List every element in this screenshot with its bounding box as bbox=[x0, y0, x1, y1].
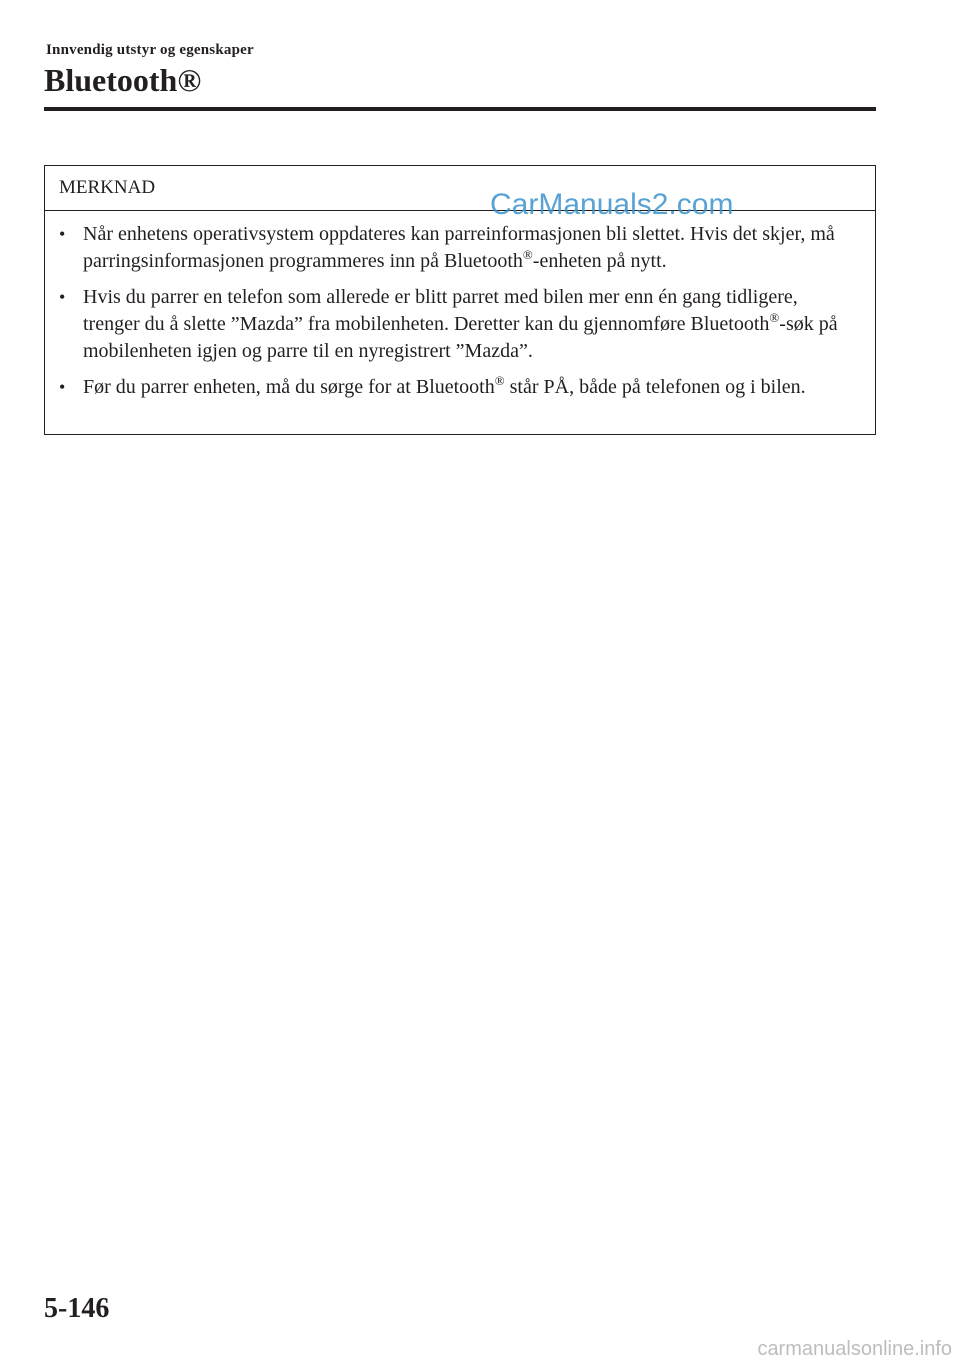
bullet-icon: • bbox=[59, 377, 66, 397]
note-text-continued: -enheten på nytt. bbox=[532, 250, 667, 272]
page-title: Bluetooth® bbox=[44, 62, 202, 98]
bullet-icon: • bbox=[59, 224, 66, 244]
registered-mark: ® bbox=[522, 247, 533, 262]
note-box bbox=[44, 165, 876, 435]
bullet-icon: • bbox=[59, 287, 66, 307]
note-text-continued: -søk på mobilenheten igjen og parre til en nyregistrert ”Mazda”. bbox=[83, 313, 838, 362]
registered-mark: ® bbox=[494, 373, 505, 388]
note-item bbox=[59, 284, 859, 365]
watermark-bottom[interactable]: carmanualsonline.info bbox=[757, 1338, 952, 1360]
note-item bbox=[59, 374, 859, 401]
title-divider bbox=[44, 107, 876, 111]
note-list bbox=[45, 211, 875, 401]
registered-mark: ® bbox=[769, 310, 780, 325]
watermark-top[interactable]: CarManuals2.com bbox=[490, 188, 734, 221]
section-label: Innvendig utstyr og egenskaper bbox=[46, 42, 254, 58]
note-text: Hvis du parrer en telefon som allerede er blitt parret med bilen mer enn én gang tidligere, trenger du å slette ”Mazda” fra mobilenheten. Deretter kan du gjennomføre Bluetooth bbox=[83, 286, 798, 335]
note-text-continued: står PÅ, både på telefonen og i bilen. bbox=[504, 376, 806, 398]
note-item bbox=[59, 221, 859, 275]
page-number: 5-146 bbox=[44, 1293, 110, 1324]
note-text: Før du parrer enheten, må du sørge for at Bluetooth bbox=[83, 376, 495, 398]
note-text: Når enhetens operativsystem oppdateres kan parreinformasjonen bli slettet. Hvis det skjer, må parringsinformasjonen programmeres inn på Bluetooth bbox=[83, 223, 835, 272]
note-heading: MERKNAD bbox=[45, 166, 875, 211]
